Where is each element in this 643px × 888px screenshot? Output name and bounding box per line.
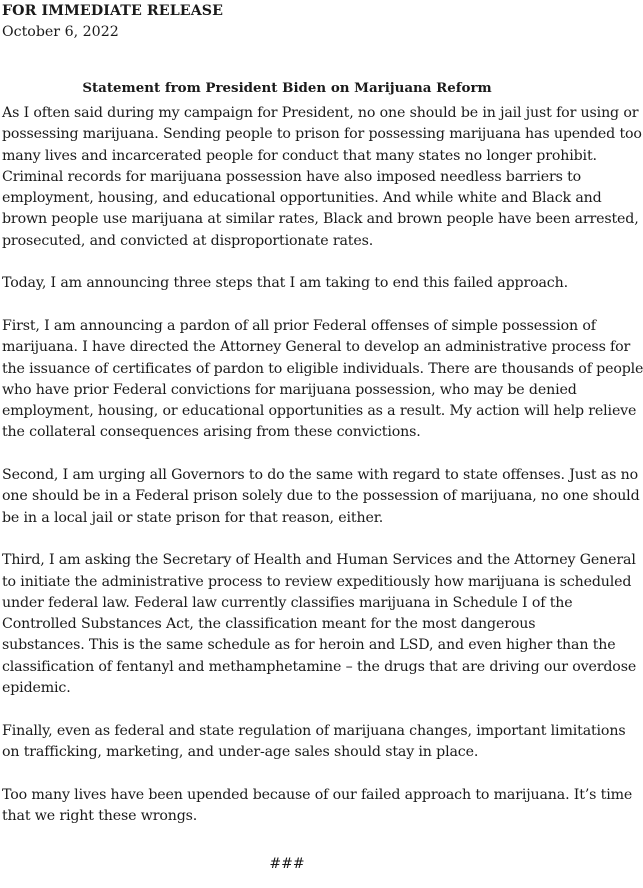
paragraph-line: many lives and incarcerated people for conduct that many states no longer prohibit. <box>2 147 597 164</box>
body-paragraph <box>2 785 633 828</box>
paragraph-line: Finally, even as federal and state regulation of marijuana changes, important limitations <box>2 722 626 739</box>
paragraph-line: First, I am announcing a pardon of all prior Federal offenses of simple possession of <box>2 317 596 334</box>
paragraph-line: prosecuted, and convicted at disproportionate rates. <box>2 232 374 249</box>
body-paragraph <box>2 550 637 699</box>
statement-title: Statement from President Biden on Marijuana Reform <box>82 80 492 96</box>
body-paragraph <box>2 721 626 764</box>
paragraph-line: substances. This is the same schedule as for heroin and LSD, and even higher than the <box>2 637 616 654</box>
paragraph-line: Controlled Substances Act, the classification meant for the most dangerous <box>2 616 536 633</box>
statement-body <box>2 103 643 827</box>
paragraph-line: marijuana. I have directed the Attorney General to develop an administrative process for <box>2 339 631 356</box>
paragraph-line: be in a local jail or state prison for that reason, either. <box>2 509 384 526</box>
paragraph-line: to initiate the administrative process to review expeditiously how marijuana is scheduled <box>2 573 632 590</box>
body-paragraph <box>2 273 572 294</box>
paragraph-line: who have prior Federal convictions for marijuana possession, who may be denied <box>2 381 577 398</box>
paragraph-line: Third, I am asking the Secretary of Health and Human Services and the Attorney General <box>2 552 636 569</box>
paragraph-line: Too many lives have been upended because of our failed approach to marijuana. It’s time <box>2 786 633 803</box>
press-release-document <box>2 2 643 873</box>
body-paragraph <box>2 103 642 252</box>
paragraph-line: epidemic. <box>2 680 71 697</box>
paragraph-line: Today, I am announcing three steps that I am taking to end this failed approach. <box>2 275 568 292</box>
paragraph-line: possessing marijuana. Sending people to prison for possessing marijuana has upended too <box>2 126 642 143</box>
body-paragraph <box>2 465 640 529</box>
end-mark: ### <box>269 856 305 873</box>
paragraph-line: employment, housing, and educational opportunities. And while white and Black and <box>2 190 602 207</box>
paragraph-line: under federal law. Federal law currently classifies marijuana in Schedule I of the <box>2 594 573 611</box>
release-date: October 6, 2022 <box>2 24 119 40</box>
paragraph-line: classification of fentanyl and methamphetamine – the drugs that are driving our overdose <box>2 658 637 675</box>
paragraph-line: brown people use marijuana at similar rates, Black and brown people have been arrested, <box>2 211 639 228</box>
paragraph-line: on trafficking, marketing, and under-age sales should stay in place. <box>2 743 479 760</box>
paragraph-line: employment, housing, or educational opportunities as a result. My action will help relieve <box>2 403 637 420</box>
release-label: FOR IMMEDIATE RELEASE <box>2 3 224 19</box>
paragraph-line: Criminal records for marijuana possession have also imposed needless barriers to <box>2 168 582 185</box>
paragraph-line: the collateral consequences arising from these convictions. <box>2 424 421 441</box>
paragraph-line: one should be in a Federal prison solely due to the possession of marijuana, no one should <box>2 488 640 505</box>
paragraph-line: As I often said during my campaign for President, no one should be in jail just for using or <box>2 105 639 121</box>
paragraph-line: Second, I am urging all Governors to do the same with regard to state offenses. Just as no <box>2 467 638 484</box>
paragraph-line: the issuance of certificates of pardon to eligible individuals. There are thousands of people <box>2 360 643 377</box>
body-paragraph <box>2 316 643 444</box>
paragraph-line: that we right these wrongs. <box>2 807 198 824</box>
